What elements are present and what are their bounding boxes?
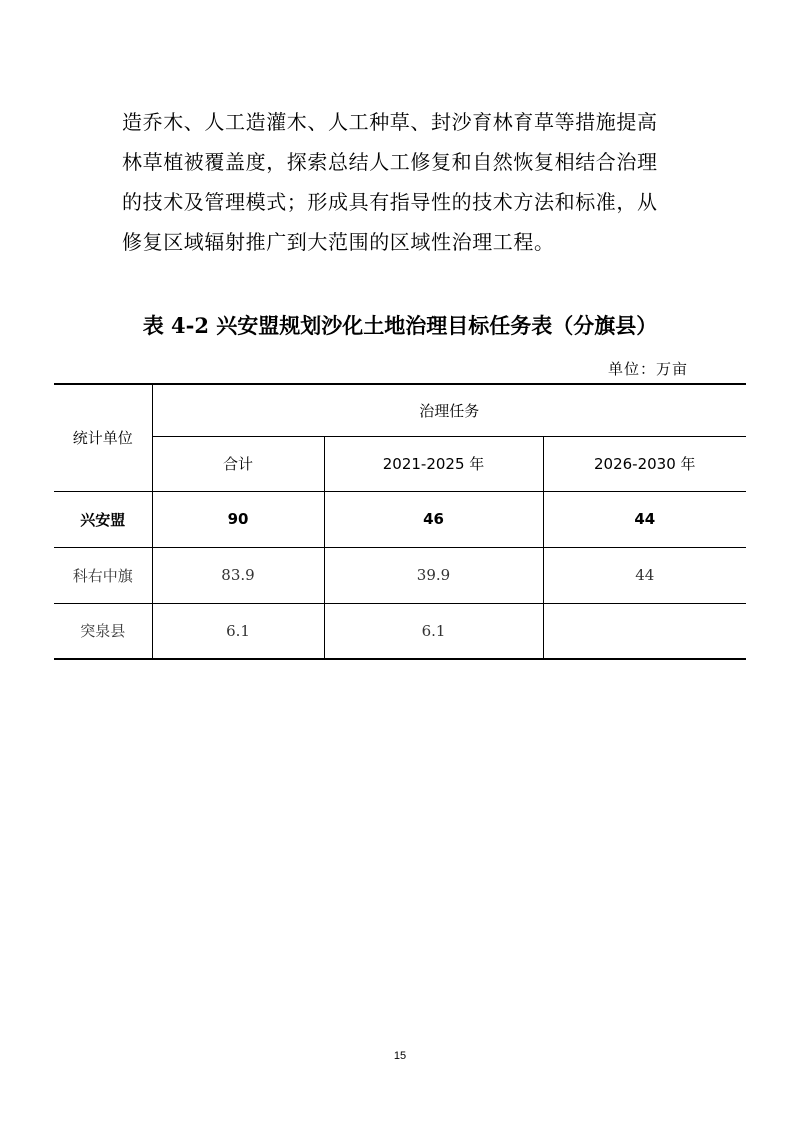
body-paragraph <box>122 102 702 262</box>
row-total: 90 <box>152 491 324 547</box>
subheader-2021-2025: 2021-2025 年 <box>324 436 543 491</box>
task-table <box>54 383 746 660</box>
table-row <box>54 547 746 603</box>
row-name: 突泉县 <box>54 603 152 659</box>
row-2026-2030: 44 <box>543 491 746 547</box>
row-total: 83.9 <box>152 547 324 603</box>
page-number: 15 <box>393 1050 407 1062</box>
row-2021-2025: 6.1 <box>324 603 543 659</box>
table-row <box>54 491 746 547</box>
row-2026-2030: 44 <box>543 547 746 603</box>
row-2021-2025: 39.9 <box>324 547 543 603</box>
header-governance-task: 治理任务 <box>152 384 746 436</box>
row-name: 科右中旗 <box>54 547 152 603</box>
table-title: 表 4-2 兴安盟规划沙化土地治理目标任务表（分旗县） <box>142 313 658 338</box>
row-total: 6.1 <box>152 603 324 659</box>
row-name: 兴安盟 <box>54 491 152 547</box>
subheader-total: 合计 <box>152 436 324 491</box>
subheader-2026-2030: 2026-2030 年 <box>543 436 746 491</box>
paragraph-line: 的技术及管理模式；形成具有指导性的技术方法和标准，从 <box>122 190 658 214</box>
paragraph-line: 修复区域辐射推广到大范围的区域性治理工程。 <box>122 230 555 254</box>
row-2026-2030 <box>543 603 746 659</box>
unit-label: 单位：万亩 <box>607 360 688 378</box>
header-statistical-unit: 统计单位 <box>54 384 152 491</box>
paragraph-line: 造乔木、人工造灌木、人工种草、封沙育林育草等措施提高 <box>122 110 658 134</box>
table-row <box>54 603 746 659</box>
paragraph-line: 林草植被覆盖度，探索总结人工修复和自然恢复相结合治理 <box>122 150 658 174</box>
row-2021-2025: 46 <box>324 491 543 547</box>
